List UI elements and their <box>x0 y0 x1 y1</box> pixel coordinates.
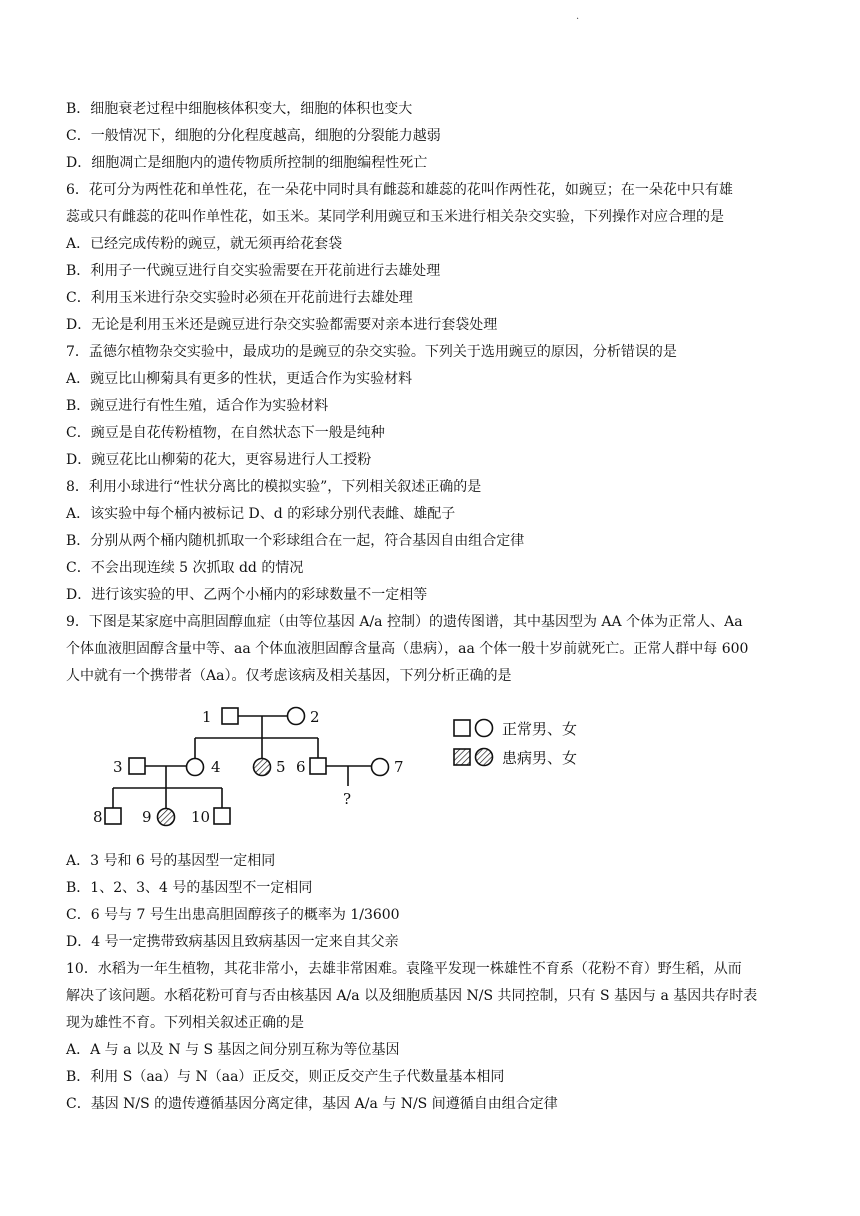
label-1: 1 <box>202 708 212 726</box>
option-a: A．该实验中每个桶内被标记 D、d 的彩球分别代表雌、雄配子 <box>66 506 456 522</box>
option-a: A．A 与 a 以及 N 与 S 基因之间分别互称为等位基因 <box>66 1042 400 1058</box>
label-6: 6 <box>296 758 306 776</box>
individual-4 <box>187 759 204 776</box>
option-a: A．豌豆比山柳菊具有更多的性状，更适合作为实验材料 <box>66 371 413 387</box>
option-c: C．6 号与 7 号生出患高胆固醇孩子的概率为 1/3600 <box>66 907 400 923</box>
individual-7 <box>372 759 389 776</box>
text-line: 蕊或只有雌蕊的花叫作单性花，如玉米。某同学利用豌豆和玉米进行相关杂交实验，下列操作对应合理的是 <box>66 209 724 225</box>
legend-normal-label: 正常男、女 <box>502 720 578 738</box>
option-c: C．豌豆是自花传粉植物，在自然状态下一般是纯种 <box>66 425 385 441</box>
text-line: 现为雄性不育。下列相关叙述正确的是 <box>66 1015 304 1031</box>
legend-normal-male <box>454 720 470 736</box>
option-b: B．豌豆进行有性生殖，适合作为实验材料 <box>66 398 329 414</box>
label-3: 3 <box>113 758 123 776</box>
text-line: 解决了该问题。水稻花粉可育与否由核基因 A/a 以及细胞质基因 N/S 共同控制，只有 S 基因与 a 基因共存时表 <box>66 988 758 1004</box>
option-a: A．已经完成传粉的豌豆，就无须再给花套袋 <box>66 236 343 252</box>
header-mark: · <box>576 14 580 25</box>
label-7: 7 <box>394 758 404 776</box>
option-c: C．基因 N/S 的遗传遵循基因分离定律，基因 A/a 与 N/S 间遵循自由组合定律 <box>66 1096 558 1112</box>
option-b: B．利用子一代豌豆进行自交实验需要在开花前进行去雄处理 <box>66 263 441 279</box>
legend-affected-female <box>476 749 493 766</box>
option-d: D．豌豆花比山柳菊的花大，更容易进行人工授粉 <box>66 452 372 468</box>
text-line: C．一般情况下，细胞的分化程度越高，细胞的分裂能力越弱 <box>66 128 441 144</box>
option-a: A．3 号和 6 号的基因型一定相同 <box>66 853 276 869</box>
label-5: 5 <box>276 758 286 776</box>
question-9-stem: 9．下图是某家庭中高胆固醇血症（由等位基因 A/a 控制）的遗传图谱，其中基因型为 AA 个体为正常人、Aa <box>66 614 743 630</box>
individual-5 <box>254 759 271 776</box>
label-9: 9 <box>142 808 152 826</box>
individual-6 <box>310 758 326 774</box>
pedigree-diagram <box>90 700 650 840</box>
option-c: C．不会出现连续 5 次抓取 dd 的情况 <box>66 560 304 576</box>
option-d: D．进行该实验的甲、乙两个小桶内的彩球数量不一定相等 <box>66 587 428 603</box>
text-line: D．细胞凋亡是细胞内的遗传物质所控制的细胞编程性死亡 <box>66 155 428 171</box>
question-8-stem: 8．利用小球进行“性状分离比的模拟实验”，下列相关叙述正确的是 <box>66 479 482 495</box>
label-4: 4 <box>211 758 221 776</box>
text-line: 个体血液胆固醇含量中等、aa 个体血液胆固醇含量高（患病），aa 个体一般十岁前就死亡。正常人群中每 600 <box>66 641 749 657</box>
individual-9 <box>158 809 175 826</box>
option-b: B．利用 S（aa）与 N（aa）正反交，则正反交产生子代数量基本相同 <box>66 1069 505 1085</box>
option-b: B．1、2、3、4 号的基因型不一定相同 <box>66 880 313 896</box>
text-line: B．细胞衰老过程中细胞核体积变大，细胞的体积也变大 <box>66 101 413 117</box>
label-2: 2 <box>310 708 320 726</box>
option-c: C．利用玉米进行杂交实验时必须在开花前进行去雄处理 <box>66 290 413 306</box>
label-8: 8 <box>93 808 103 826</box>
option-d: D．4 号一定携带致病基因且致病基因一定来自其父亲 <box>66 934 399 950</box>
individual-3 <box>129 758 145 774</box>
individual-2 <box>288 708 305 725</box>
label-10: 10 <box>191 808 211 826</box>
unknown-child-mark: ? <box>343 790 352 808</box>
option-d: D．无论是利用玉米还是豌豆进行杂交实验都需要对亲本进行套袋处理 <box>66 317 498 333</box>
question-6-stem: 6．花可分为两性花和单性花，在一朵花中同时具有雌蕊和雄蕊的花叫作两性花，如豌豆；在一朵花中只有雄 <box>66 182 733 198</box>
text-line: 人中就有一个携带者（Aa）。仅考虑该病及相关基因，下列分析正确的是 <box>66 668 512 684</box>
individual-8 <box>105 808 121 824</box>
question-7-stem: 7．孟德尔植物杂交实验中，最成功的是豌豆的杂交实验。下列关于选用豌豆的原因，分析错误的是 <box>66 344 677 360</box>
legend-affected-label: 患病男、女 <box>502 749 578 767</box>
individual-10 <box>214 808 230 824</box>
option-b: B．分别从两个桶内随机抓取一个彩球组合在一起，符合基因自由组合定律 <box>66 533 525 549</box>
legend-affected-male <box>454 749 470 765</box>
individual-1 <box>222 708 238 724</box>
question-10-stem: 10．水稻为一年生植物，其花非常小，去雄非常困难。袁隆平发现一株雄性不育系（花粉不育）野生稻，从而 <box>66 961 742 977</box>
legend-normal-female <box>476 720 493 737</box>
